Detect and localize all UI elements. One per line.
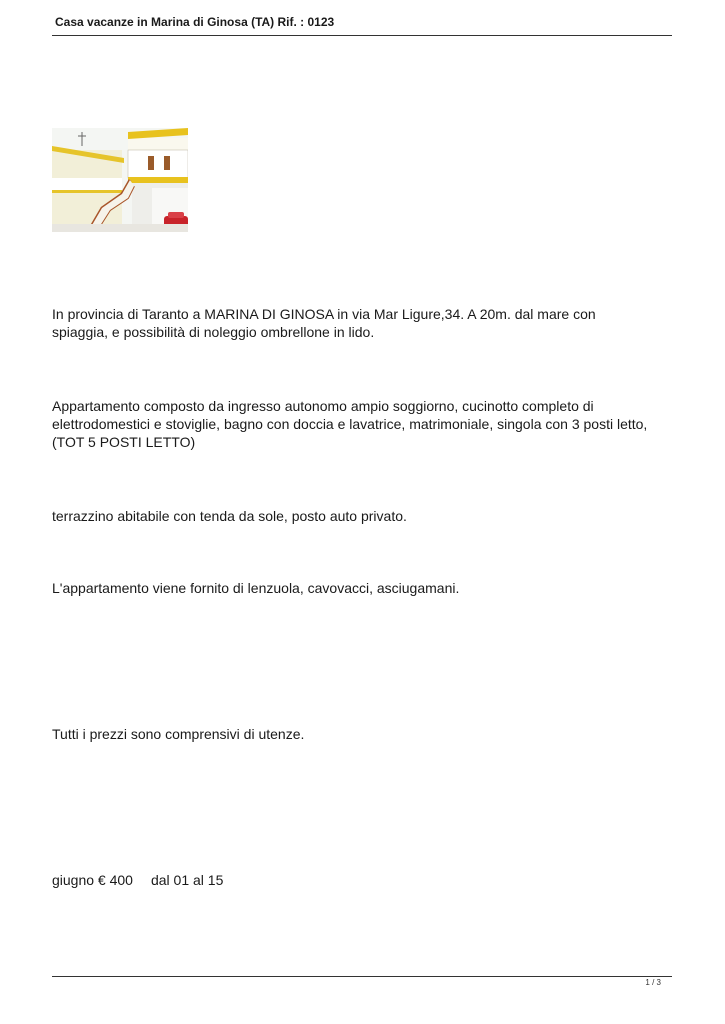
- house-photo: [52, 128, 188, 232]
- price-period: dal 01 al 15: [150, 872, 224, 888]
- page-header-title: Casa vacanze in Marina di Ginosa (TA) Rif. : 0123: [55, 15, 335, 29]
- utilities-paragraph: Tutti i prezzi sono comprensivi di utenze.: [52, 726, 305, 742]
- location-paragraph: In provincia di Taranto a MARINA DI GINOSA in via Mar Ligure,34. A 20m. dal mare con spiaggia, e possibilità di noleggio ombrellone in lido.: [52, 306, 596, 340]
- price-row: [52, 871, 223, 889]
- page-number: 1 / 3: [645, 978, 661, 987]
- linens-paragraph: L'appartamento viene fornito di lenzuola, cavovacci, asciugamani.: [52, 580, 460, 596]
- apartment-description-paragraph: Appartamento composto da ingresso autonomo ampio soggiorno, cucinotto completo di elettrodomestici e stoviglie, bagno con doccia e lavatrice, matrimoniale, singola con 3 posti letto,(TOT 5 POSTI LETTO): [52, 398, 648, 450]
- price-month: giugno € 400: [52, 872, 133, 888]
- footer-divider: [52, 976, 672, 977]
- terrace-paragraph: terrazzino abitabile con tenda da sole, posto auto privato.: [52, 508, 407, 524]
- header-divider: [52, 35, 672, 36]
